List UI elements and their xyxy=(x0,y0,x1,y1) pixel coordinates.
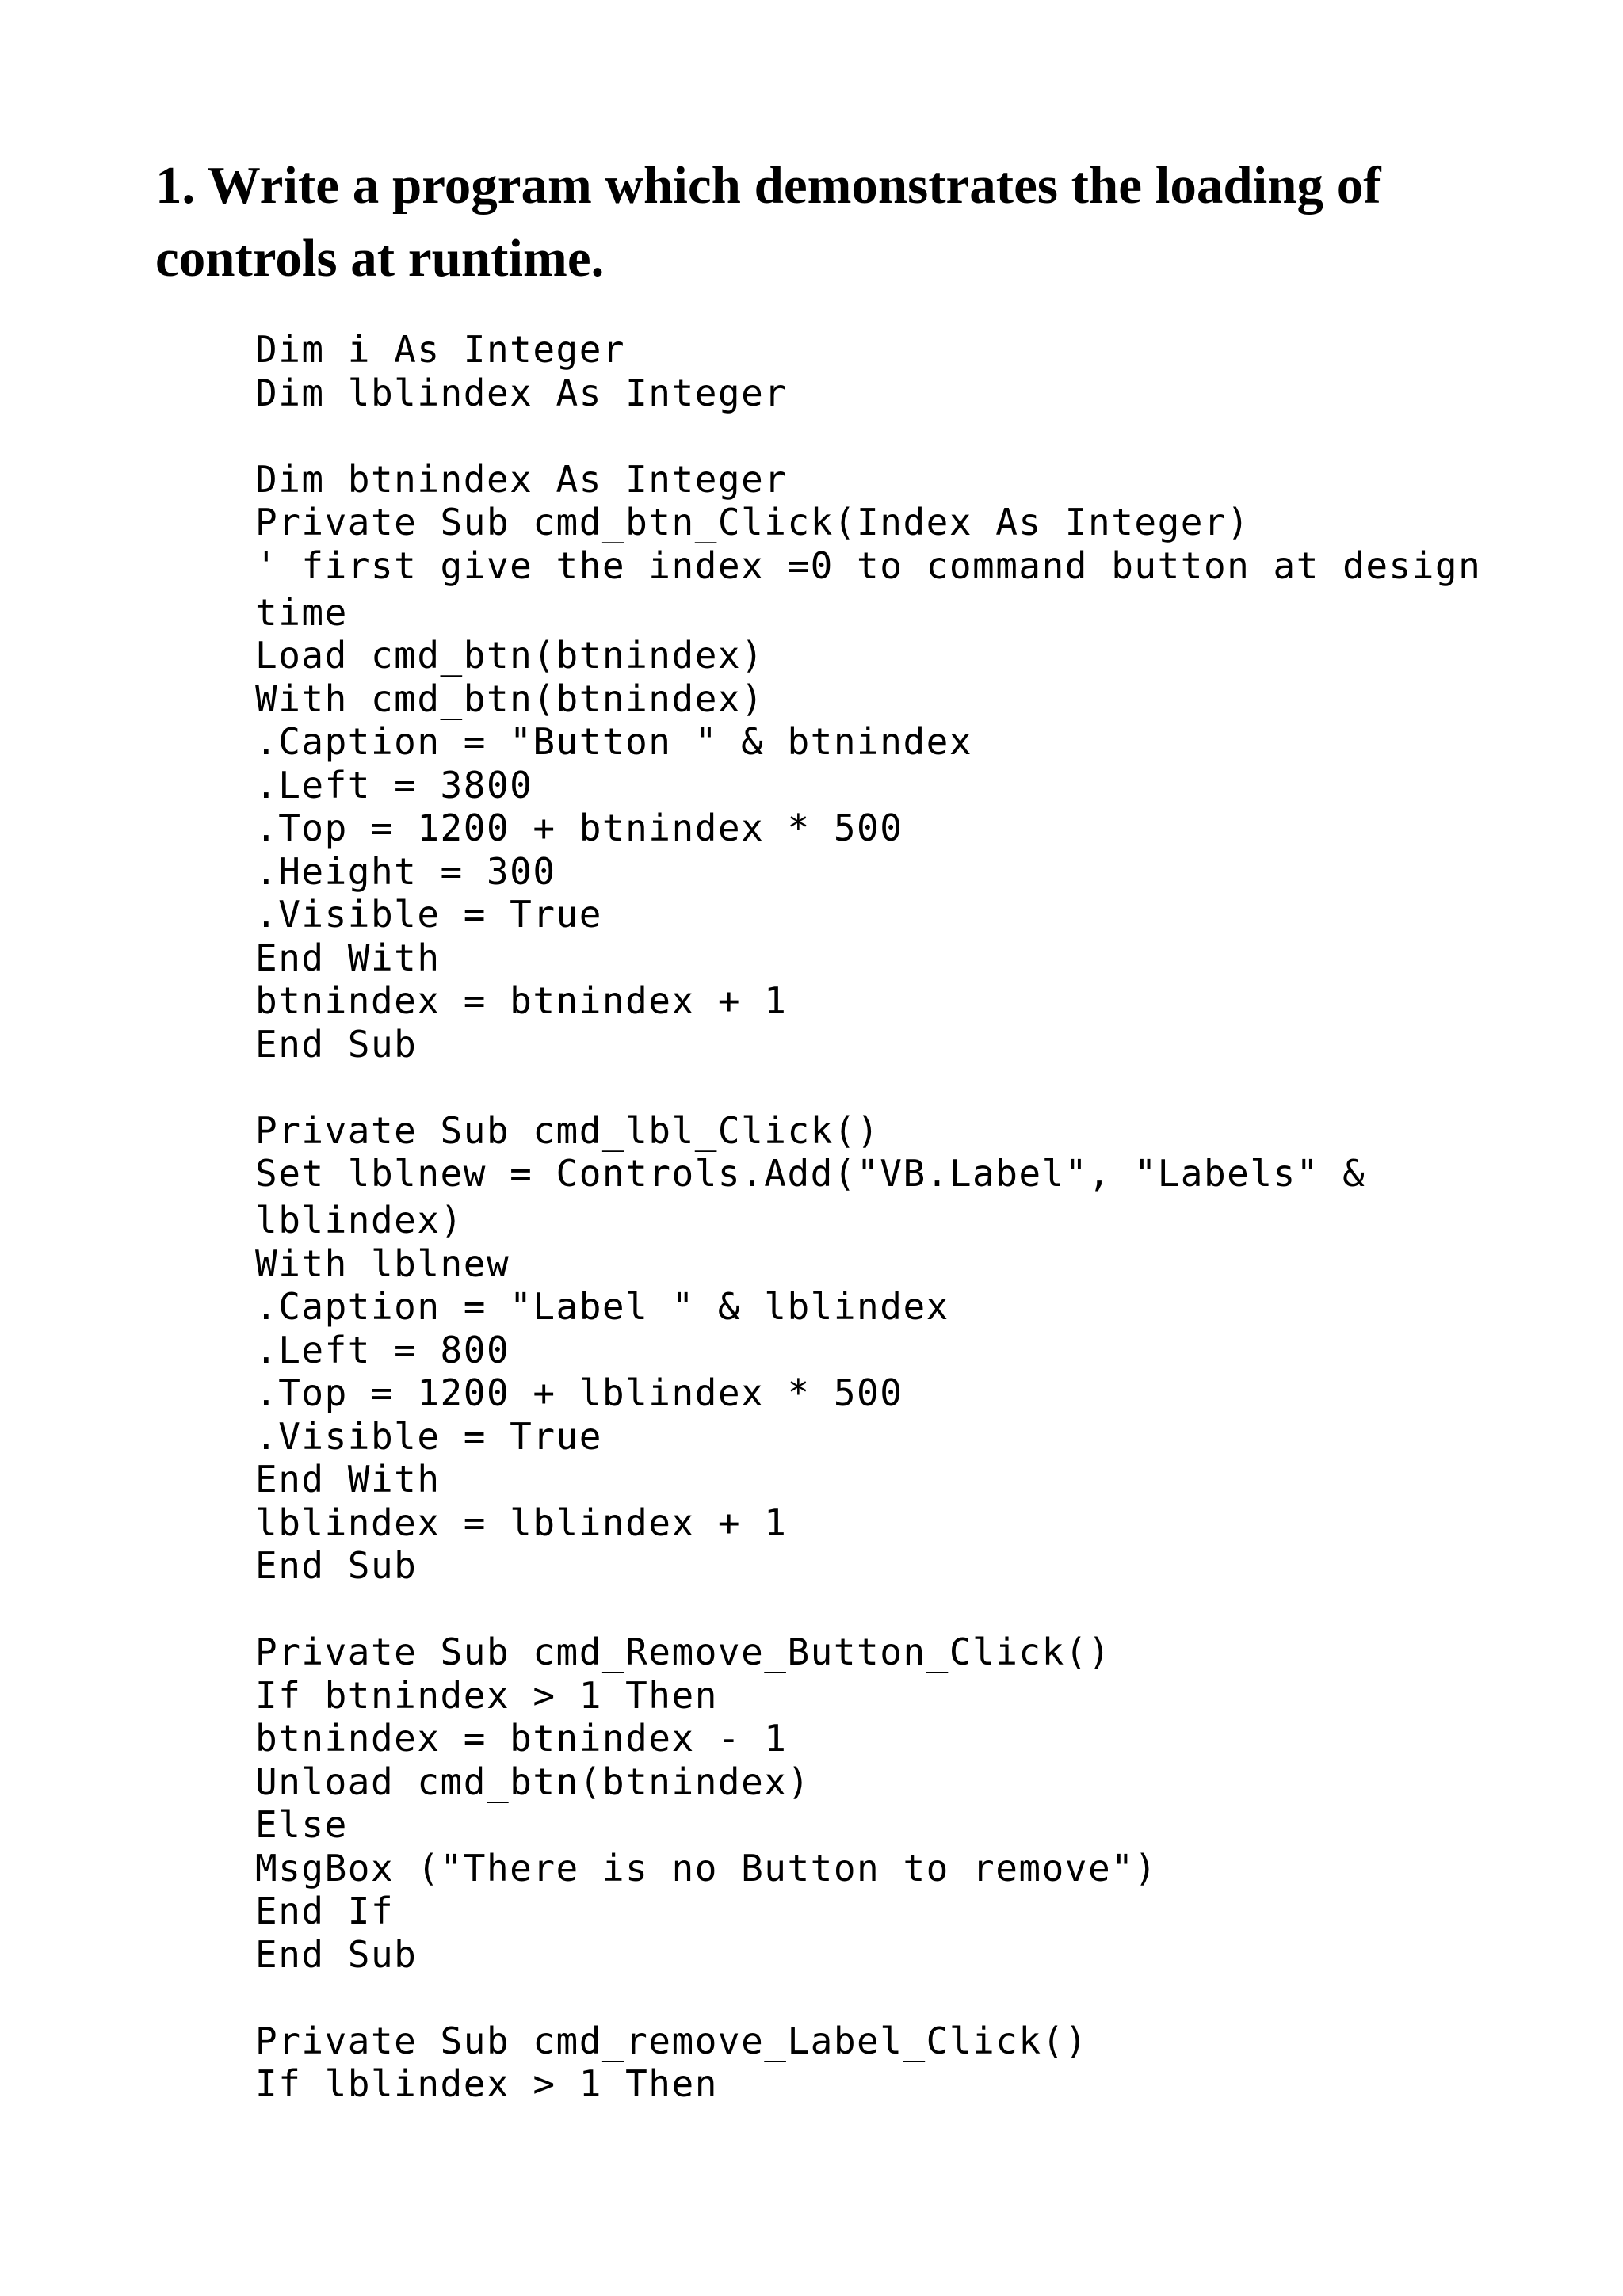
code-line: End Sub xyxy=(255,1544,418,1587)
code-line: Private Sub cmd_Remove_Button_Click() xyxy=(255,1630,1112,1673)
code-line-blank xyxy=(255,414,1555,458)
code-line: .Caption = "Label " & lblindex xyxy=(255,1285,949,1328)
code-line: .Left = 3800 xyxy=(255,763,533,807)
code-line: .Visible = True xyxy=(255,1414,602,1458)
code-line: Private Sub cmd_btn_Click(Index As Integer) xyxy=(255,501,1251,543)
code-line: Load cmd_btn(btnindex) xyxy=(255,634,765,677)
code-line: MsgBox ("There is no Button to remove") xyxy=(255,1846,1158,1890)
code-line: With lblnew xyxy=(255,1241,510,1285)
code-line: End With xyxy=(255,936,441,979)
code-line: End Sub xyxy=(255,1932,418,1976)
code-line-blank xyxy=(255,1976,1555,2019)
code-listing xyxy=(255,328,1555,2106)
code-line: .Top = 1200 + btnindex * 500 xyxy=(255,807,903,849)
code-line: Dim lblindex As Integer xyxy=(255,371,788,414)
code-line: .Visible = True xyxy=(255,893,602,936)
code-line: btnindex = btnindex + 1 xyxy=(255,979,788,1022)
code-line: End Sub xyxy=(255,1022,418,1066)
heading-line-1: 1. Write a program which demonstrates the loading of xyxy=(155,156,1381,215)
question-heading xyxy=(155,149,1503,295)
code-line: .Height = 300 xyxy=(255,849,556,893)
code-line: Unload cmd_btn(btnindex) xyxy=(255,1760,811,1803)
code-line: If lblindex > 1 Then xyxy=(255,2062,718,2105)
code-comment-line: ' first give the index =0 to command button at design xyxy=(255,543,1482,587)
code-line: btnindex = btnindex - 1 xyxy=(255,1717,788,1760)
code-line: Dim i As Integer xyxy=(255,328,626,371)
code-line: .Left = 800 xyxy=(255,1328,510,1371)
code-line: Else xyxy=(255,1803,348,1846)
code-line: lblindex = lblindex + 1 xyxy=(255,1501,788,1544)
code-line: Private Sub cmd_remove_Label_Click() xyxy=(255,2019,1088,2062)
code-line: With cmd_btn(btnindex) xyxy=(255,677,765,720)
heading-line-2: controls at runtime. xyxy=(155,229,605,288)
code-line: Dim btnindex As Integer xyxy=(255,457,788,501)
code-line: If btnindex > 1 Then xyxy=(255,1673,718,1717)
code-line: Set lblnew = Controls.Add("VB.Label", "Labels" & xyxy=(255,1152,1366,1195)
code-line: .Caption = "Button " & btnindex xyxy=(255,720,973,763)
code-line: End With xyxy=(255,1458,441,1501)
code-line: End If xyxy=(255,1890,395,1932)
code-line: Private Sub cmd_lbl_Click() xyxy=(255,1108,880,1152)
code-line-continuation: lblindex) xyxy=(255,1199,464,1241)
code-comment-continuation: time xyxy=(255,590,348,634)
code-line: .Top = 1200 + lblindex * 500 xyxy=(255,1371,903,1414)
code-line-blank xyxy=(255,1066,1555,1109)
code-line-blank xyxy=(255,1588,1555,1631)
